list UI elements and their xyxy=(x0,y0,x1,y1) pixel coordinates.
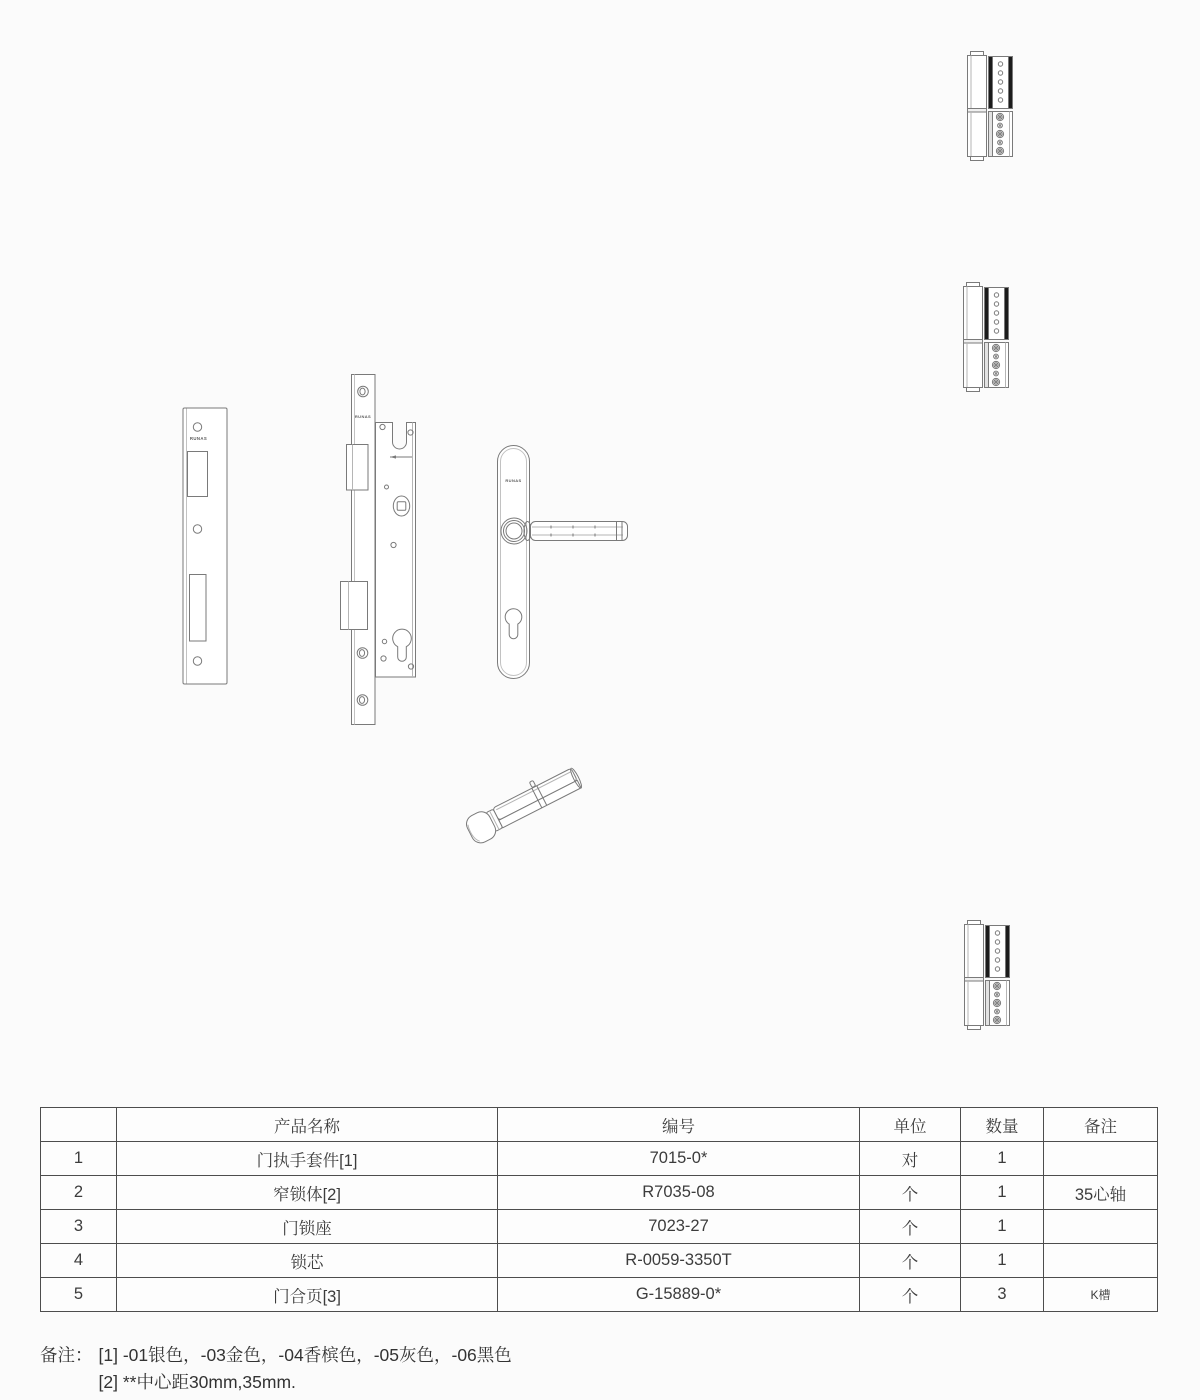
handle-set-drawing xyxy=(494,443,636,683)
lock-body-drawing xyxy=(336,372,420,728)
table-row: 5 门合页[3] G-15889-0* 个 3 K槽 xyxy=(41,1278,1158,1312)
header-quantity: 数量 xyxy=(961,1108,1044,1142)
lock-faceplate xyxy=(352,375,376,725)
cylinder-body xyxy=(493,767,584,828)
footnotes xyxy=(40,1342,512,1396)
latch-bolt xyxy=(347,445,369,491)
lock-cylinder-drawing xyxy=(450,745,585,850)
footnote-line: [1] -01银色，-03金色，-04香槟色，-05灰色，-06黑色 xyxy=(98,1345,512,1365)
header-unit: 单位 xyxy=(860,1108,961,1142)
footnotes-label: 备注： xyxy=(40,1345,93,1365)
header-part-number: 编号 xyxy=(498,1108,860,1142)
table-row: 2 窄锁体[2] R7035-08 个 1 35心轴 xyxy=(41,1176,1158,1210)
table-row: 3 门锁座 7023-27 个 1 xyxy=(41,1210,1158,1244)
parts-table xyxy=(40,1107,1158,1312)
brand-mark: RUNAS xyxy=(505,478,522,483)
deadbolt xyxy=(341,582,368,630)
header-product-name: 产品名称 xyxy=(117,1108,498,1142)
table-row: 4 锁芯 R-0059-3350T 个 1 xyxy=(41,1244,1158,1278)
table-header-row xyxy=(41,1108,1158,1142)
footnote-line: [2] **中心距30mm,35mm. xyxy=(98,1372,296,1392)
header-remark: 备注 xyxy=(1044,1108,1158,1142)
door-hinge-drawing-1 xyxy=(967,51,1013,161)
hinge-door-leaf xyxy=(989,112,1013,157)
hinge-screws xyxy=(996,113,1003,154)
header-index xyxy=(41,1108,117,1142)
hinge-frame-leaf xyxy=(989,57,1013,109)
table-row: 1 门执手套件[1] 7015-0* 对 1 xyxy=(41,1142,1158,1176)
door-hinge-drawing-3 xyxy=(964,920,1010,1030)
brand-mark: RUNAS xyxy=(354,414,372,419)
strike-plate-drawing xyxy=(182,407,228,685)
hinge-barrel xyxy=(968,52,987,161)
brand-mark: RUNAS xyxy=(189,436,208,441)
door-hinge-drawing-2 xyxy=(963,282,1009,392)
